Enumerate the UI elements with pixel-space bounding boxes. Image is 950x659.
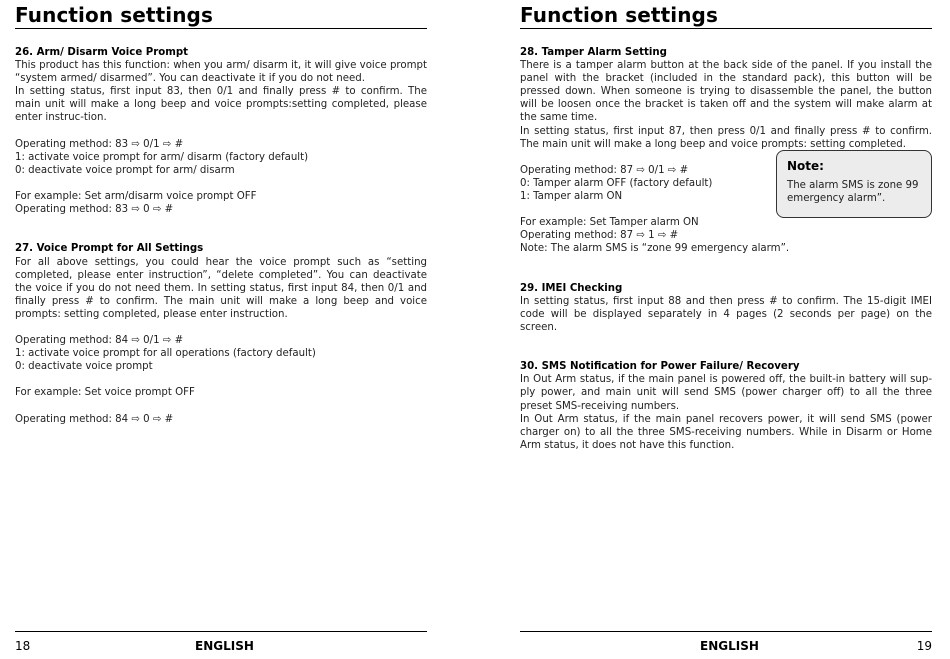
example-method: Operating method: 83 ⇨ 0 ⇨ # [15, 204, 174, 216]
title-divider [520, 28, 932, 29]
page-title: Function settings [15, 3, 213, 27]
page-number: 18 [15, 639, 31, 653]
page-number: 19 [916, 639, 932, 653]
section-paragraph: In setting status, first input 88 and then press # to confirm. The 15-digit IMEI code will be displayed separately in 4 pages (2 seconds per page) on the screen. [520, 295, 932, 333]
section-paragraph: In setting status, first input 83, then 0/1 and finally press # to confirm. The main unit will make a long beep and voice prompts:setting completed, please enter instruc-tion. [15, 86, 427, 124]
example-note: Note: The alarm SMS is “zone 99 emergency alarm”. [520, 243, 790, 255]
section-paragraph: For all above settings, you could hear the voice prompt such as “setting completed, please enter instruction”, “delete completed”. You can deactivate the voice if you do not need them. In setting status, first input 84, then 0/1 and finally press # to confirm. The main unit will make a long beep and voice prompts: setting completed, please enter instruction. [15, 256, 427, 320]
footer-divider [520, 631, 932, 632]
option-line: 1: Tamper alarm ON [520, 191, 623, 203]
left-page-body [15, 46, 427, 426]
footer-language: ENGLISH [195, 639, 254, 653]
option-line: 0: deactivate voice prompt for arm/ disarm [15, 164, 235, 176]
page-title: Function settings [520, 3, 718, 27]
operating-method: Operating method: 83 ⇨ 0/1 ⇨ # [15, 138, 184, 150]
section-heading: 26. Arm/ Disarm Voice Prompt [15, 47, 189, 58]
right-page-body [520, 46, 932, 452]
operating-method: Operating method: 87 ⇨ 0/1 ⇨ # [520, 164, 689, 176]
example-method: Operating method: 87 ⇨ 1 ⇨ # [520, 230, 679, 242]
section-heading: 28. Tamper Alarm Setting [520, 47, 667, 58]
example-line: For example: Set voice prompt OFF [15, 387, 195, 399]
option-line: 0: Tamper alarm OFF (factory default) [520, 177, 713, 189]
section-paragraph: There is a tamper alarm button at the back side of the panel. If you install the panel with the bracket (included in the standard pack), this button will be pressed down. When someone is trying to disassemble the panel, the button will be loosen once the bracket is taken off and the system will make alarm at the same time. [520, 60, 932, 124]
section-paragraph: In setting status, first input 87, then press 0/1 and finally press # to confirm. The main unit will make a long beep and voice prompts: setting completed. [520, 125, 932, 150]
note-box [776, 150, 932, 218]
example-line: For example: Set arm/disarm voice prompt OFF [15, 191, 257, 203]
footer-divider [15, 631, 427, 632]
section-heading: 29. IMEI Checking [520, 282, 623, 294]
section-26 [15, 46, 427, 216]
section-paragraph: In Out Arm status, if the main panel is powered off, the built-in battery will sup-ply power, and main unit will send SMS (power charger off) to all the three preset SMS-receiving numbers. [520, 374, 932, 412]
right-page [520, 0, 932, 659]
option-line: 1: activate voice prompt for arm/ disarm (factory default) [15, 151, 309, 163]
option-line: 0: deactivate voice prompt [15, 361, 153, 373]
option-line: 1: activate voice prompt for all operations (factory default) [15, 348, 316, 360]
note-title: Note: [787, 159, 824, 173]
footer-language: ENGLISH [700, 639, 759, 653]
section-heading: 27. Voice Prompt for All Settings [15, 243, 204, 255]
section-27 [15, 242, 427, 425]
left-page [15, 0, 427, 659]
operating-method: Operating method: 84 ⇨ 0/1 ⇨ # [15, 335, 184, 347]
title-divider [15, 28, 427, 29]
note-text: The alarm SMS is zone 99 emergency alarm”. [787, 180, 919, 205]
example-line: For example: Set Tamper alarm ON [520, 217, 699, 229]
example-method: Operating method: 84 ⇨ 0 ⇨ # [15, 413, 174, 425]
section-heading: 30. SMS Notification for Power Failure/ Recovery [520, 361, 800, 373]
section-paragraph: This product has this function: when you arm/ disarm it, it will give voice prompt “system armed/ disarmed”. You can deactivate it if you do not need. [15, 60, 427, 85]
section-29 [520, 282, 932, 334]
section-30 [520, 360, 932, 452]
section-paragraph: In Out Arm status, if the main panel recovers power, it will send SMS (power charger on) to all the three SMS-receiving numbers. While in Disarm or Home Arm status, it does not have this function. [520, 413, 932, 451]
